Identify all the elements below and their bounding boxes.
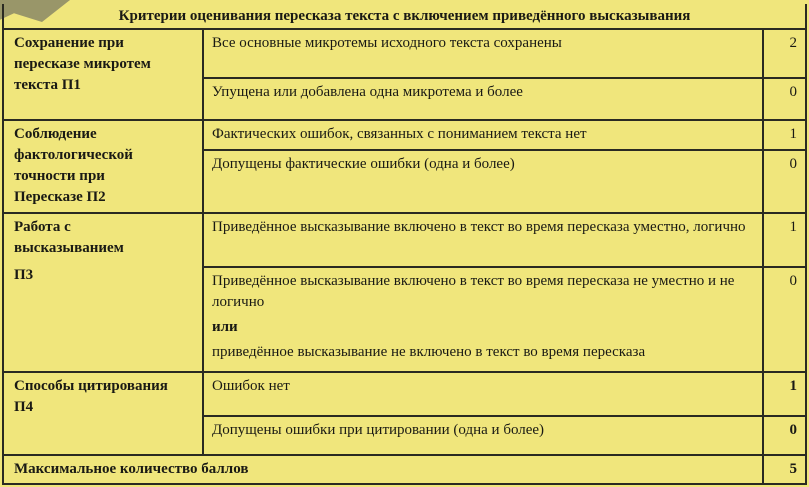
criteria-table <box>2 4 807 485</box>
criterion-p1-row1-score: 2 <box>763 29 806 77</box>
criterion-p3-row1-text: Приведённое высказывание включено в текст во время пересказа уместно, логично <box>203 213 763 267</box>
table-row <box>3 120 806 150</box>
total-score: 5 <box>763 455 806 484</box>
criterion-p3-row2-score: 0 <box>763 267 806 372</box>
criterion-p1-row2-score: 0 <box>763 78 806 120</box>
criterion-p4-row1-text: Ошибок нет <box>203 372 763 416</box>
table-row <box>3 213 806 267</box>
criterion-p3-name: Работа с высказыванием П3 <box>3 213 203 372</box>
criterion-p4-row1-score: 1 <box>763 372 806 416</box>
table-title: Критерии оценивания пересказа текста с включением приведённого высказывания <box>3 4 806 29</box>
criterion-p4-row2-text: Допущены ошибки при цитировании (одна и более) <box>203 416 763 454</box>
criterion-p4-row2-score: 0 <box>763 416 806 454</box>
criterion-p2-row2-score: 0 <box>763 150 806 213</box>
criterion-p3-row2-text2: приведённое высказывание не включено в текст во время пересказа <box>212 344 646 361</box>
criterion-p1-row2-text: Упущена или добавлена одна микротема и более <box>203 78 763 120</box>
criterion-p3-row2-text: Приведённое высказывание включено в текст во время пересказа не уместно и не логично <box>212 273 735 311</box>
table-row <box>3 29 806 77</box>
table-title-row <box>3 4 806 29</box>
criterion-p1-row1-text: Все основные микротемы исходного текста сохранены <box>203 29 763 77</box>
criterion-p2-row1-text: Фактических ошибок, связанных с пониманием текста нет <box>203 120 763 150</box>
criterion-p2-row1-score: 1 <box>763 120 806 150</box>
criterion-p4-name: Способы цитирования П4 <box>3 372 203 455</box>
criterion-p3-row2-cell <box>203 267 763 372</box>
criterion-p2-name: Соблюдение фактологической точности при Пересказе П2 <box>3 120 203 213</box>
total-label: Максимальное количество баллов <box>3 455 763 484</box>
table-row <box>3 372 806 416</box>
criterion-p3-row1-score: 1 <box>763 213 806 267</box>
criterion-p3-or-word: или <box>212 319 238 336</box>
total-row <box>3 455 806 484</box>
criterion-p1-name: Сохранение при пересказе микротем текста П1 <box>3 29 203 120</box>
criterion-p2-row2-text: Допущены фактические ошибки (одна и более) <box>203 150 763 213</box>
